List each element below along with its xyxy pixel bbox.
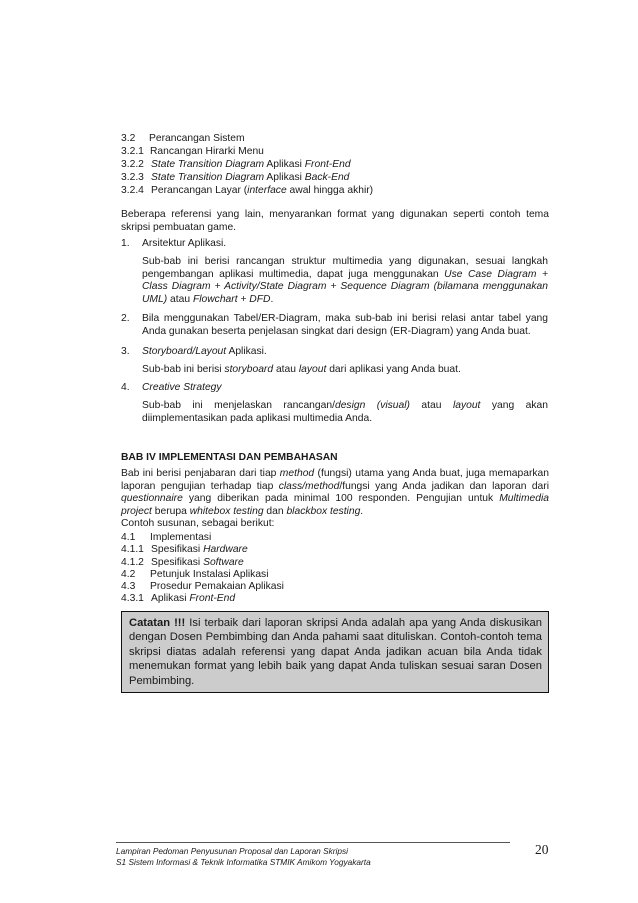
- list-title: [142, 382, 222, 395]
- toc-text-italic: State Transition Diagram: [151, 172, 265, 184]
- list-title-italic: Storyboard/Layout: [142, 346, 227, 357]
- toc-text: Spesifikasi: [151, 556, 204, 568]
- list-body: [142, 400, 548, 425]
- list-body-italic: Use Case Diagram + Class Diagram + Activity/State Diagram + Sequence Diagram (bilamana menggunakan UML): [142, 268, 548, 305]
- list-body-text: Sub-bab ini berisi: [142, 364, 225, 375]
- list-title: [142, 346, 267, 359]
- list-body-italic: storyboard: [224, 364, 274, 375]
- toc-text: Perancangan Sistem: [149, 133, 245, 144]
- toc-row: [121, 172, 561, 185]
- footer-divider: [116, 842, 510, 843]
- list-item: [121, 382, 549, 396]
- list-body-text: yang akan diimplementasikan pada aplikasi multimedia Anda.: [142, 400, 549, 424]
- toc-text-plain: Perancangan Layar (: [151, 185, 248, 197]
- list-number: 1.: [121, 238, 130, 249]
- list-number: 3.: [121, 346, 130, 357]
- paragraph-text: .: [360, 505, 364, 517]
- note-title: Catatan !!!: [129, 617, 186, 629]
- footer-line-1: Lampiran Pedoman Penyusunan Proposal dan Laporan Skripsi: [116, 846, 349, 856]
- toc-number: 3.2: [121, 133, 136, 144]
- paragraph-italic: class/method: [278, 480, 340, 492]
- toc-section-4: [121, 532, 421, 606]
- toc-number: 4.1.1: [121, 544, 144, 556]
- paragraph-text: dan: [263, 505, 287, 517]
- toc-number: 4.2: [121, 568, 136, 580]
- toc-number: 4.1.2: [121, 556, 144, 568]
- toc-row: [121, 133, 561, 146]
- toc-text-italic: Hardware: [203, 544, 248, 556]
- toc-text: Spesifikasi: [151, 544, 204, 556]
- paragraph-italic: blackbox testing: [286, 505, 361, 517]
- note-box: [121, 611, 549, 693]
- list-body-text: dari aplikasi yang Anda buat.: [326, 364, 461, 375]
- list-body-text: atau: [167, 293, 193, 305]
- list-body-text: atau: [273, 364, 299, 375]
- list-body: [142, 364, 548, 377]
- toc-number: 4.1: [121, 532, 136, 543]
- toc-row: [121, 581, 421, 593]
- list-body: Bila menggunakan Tabel/ER-Diagram, maka sub-bab ini berisi relasi antar tabel yang Anda gunakan beserta penjelasan singkat dari design (ER-Diagram) yang Anda buat.: [142, 313, 548, 337]
- list-item: [121, 346, 549, 360]
- toc-row: [121, 159, 561, 172]
- toc-row: [121, 185, 561, 198]
- toc-row: [121, 557, 421, 569]
- toc-text: [151, 172, 349, 185]
- toc-text-plain: Aplikasi: [264, 172, 305, 184]
- toc-row: [121, 146, 561, 159]
- paragraph-text: (fungsi) utama yang Anda buat, juga memaparkan laporan pengujian terhadap tiap: [121, 468, 550, 492]
- toc-text-plain: Aplikasi: [264, 159, 305, 171]
- toc-row: [121, 593, 421, 605]
- list-number: 4.: [121, 382, 130, 393]
- toc-row: [121, 544, 421, 556]
- list-number: 2.: [121, 313, 130, 324]
- toc-text: [151, 159, 351, 172]
- paragraph-italic: method: [279, 468, 315, 479]
- list-body-text: .: [270, 293, 274, 305]
- toc-number: 3.2.2: [121, 159, 144, 171]
- toc-row: [121, 569, 421, 581]
- toc-text-italic: State Transition Diagram: [151, 159, 265, 171]
- paragraph-text: Bab ini berisi penjabaran dari tiap: [121, 468, 280, 479]
- list-title-text: Aplikasi.: [226, 346, 267, 357]
- paragraph-italic: whitebox testing: [189, 505, 264, 517]
- footer-line-2: S1 Sistem Informasi & Teknik Informatika STMIK Amikom Yogyakarta: [116, 857, 371, 867]
- toc-text-italic: Software: [203, 556, 244, 568]
- toc-text: Prosedur Pemakaian Aplikasi: [150, 581, 284, 593]
- toc-section-3-2: [121, 133, 561, 198]
- list-body-italic: design (visual): [334, 400, 410, 411]
- example-caption: Contoh susunan, sebagai berikut:: [121, 518, 275, 530]
- page-number: 20: [535, 842, 549, 857]
- chapter-paragraph: [121, 468, 549, 531]
- paragraph-text: /fungsi yang Anda jadikan dan laporan dari: [339, 480, 549, 492]
- list-title-italic: Creative Strategy: [142, 382, 222, 393]
- list-body-text: Sub-bab ini berisi rancangan struktur multimedia yang digunakan, sesuai langkah pengembangan aplikasi multimedia, dapat juga menggunakan: [142, 256, 548, 280]
- chapter-heading: BAB IV IMPLEMENTASI DAN PEMBAHASAN: [121, 452, 338, 463]
- toc-text: [151, 185, 373, 198]
- paragraph-text: berupa: [151, 505, 190, 517]
- toc-text: Implementasi: [150, 532, 212, 543]
- list-body-italic: layout: [452, 400, 481, 411]
- paragraph-italic: questionnaire: [121, 493, 183, 505]
- toc-text: Petunjuk Instalasi Aplikasi: [150, 568, 269, 580]
- toc-text-italic: Front-End: [304, 159, 351, 171]
- list-body: [142, 256, 548, 306]
- toc-text-italic: interface: [247, 185, 287, 197]
- list-body-italic: Flowchart + DFD: [192, 293, 271, 305]
- toc-number: 3.2.4: [121, 185, 144, 197]
- list-body-italic: layout: [298, 364, 327, 375]
- paragraph-text: yang diberikan pada minimal 100 responden. Pengujian untuk: [182, 493, 500, 505]
- toc-row: [121, 532, 421, 544]
- paragraph-italic: Multimedia project: [121, 493, 549, 517]
- list-title: Arsitektur Aplikasi.: [142, 238, 227, 249]
- note-text: Isi terbaik dari laporan skripsi Anda adalah apa yang Anda diskusikan dengan Dosen Pembimbing dan Anda pahami saat dituliskan. Contoh-contoh tema skripsi diatas adalah referensi yang dapat Anda jadikan acuan bila Anda tidak menemukan format yang lebih baik yang dapat Anda tuliskan sesuai saran Dosen Pembimbing.: [129, 617, 542, 687]
- toc-text-plain: awal hingga akhir): [286, 185, 374, 197]
- toc-text-italic: Front-End: [189, 593, 236, 605]
- toc-number: 3.2.1: [121, 146, 144, 158]
- toc-number: 3.2.3: [121, 172, 144, 184]
- toc-number: 4.3.1: [121, 593, 144, 605]
- list-body-text: atau: [409, 400, 453, 411]
- list-body-text: Sub-bab ini menjelaskan rancangan/: [142, 400, 335, 411]
- toc-text: Rancangan Hirarki Menu: [150, 146, 264, 158]
- toc-text: Aplikasi: [151, 593, 190, 605]
- toc-number: 4.3: [121, 581, 136, 593]
- intro-paragraph: Beberapa referensi yang lain, menyarankan format yang digunakan seperti contoh tema skripsi pembuatan game.: [121, 209, 549, 233]
- toc-text-italic: Back-End: [304, 172, 350, 184]
